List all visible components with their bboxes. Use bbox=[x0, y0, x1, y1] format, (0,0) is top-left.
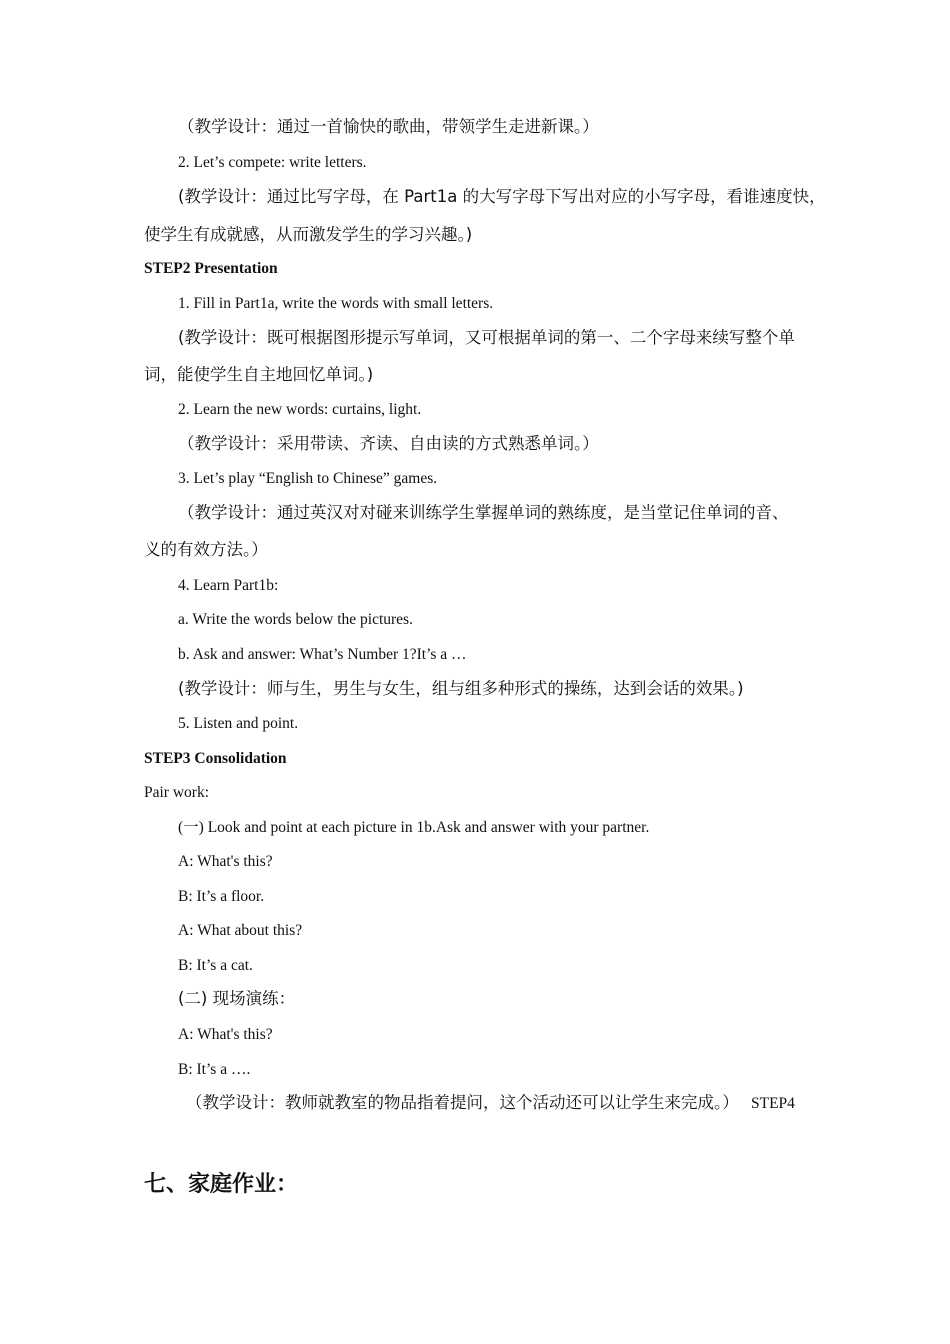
step-item-fill-in: 1. Fill in Part1a, write the words with small letters. bbox=[178, 295, 494, 312]
pair-work-part1: (一) Look and point at each picture in 1b.Ask and answer with your partner. bbox=[178, 819, 650, 836]
step4-label: STEP4 bbox=[751, 1095, 795, 1112]
design-note-game-line1: （教学设计：通过英汉对对碰来训练学生掌握单词的熟练度，是当堂记住单词的音、 bbox=[178, 503, 789, 522]
step2-heading: STEP2 Presentation bbox=[144, 260, 278, 277]
step-item-listen: 5. Listen and point. bbox=[178, 715, 299, 732]
design-note-song: （教学设计：通过一首愉快的歌曲，带领学生走进新课。） bbox=[178, 117, 599, 136]
design-note-practice: (教学设计：师与生，男生与女生，组与组多种形式的操练，达到会话的效果。) bbox=[178, 679, 744, 698]
design-note-reading: （教学设计：采用带读、齐读、自由读的方式熟悉单词。） bbox=[178, 434, 599, 453]
section-heading-homework: 七、家庭作业： bbox=[144, 1172, 299, 1197]
dialogue-line: A: What's this? bbox=[178, 1026, 273, 1043]
design-note-words-line1: (教学设计：既可根据图形提示写单词，又可根据单词的第一、二个字母来续写整个单 bbox=[178, 328, 795, 347]
step-item-part1b: 4. Learn Part1b: bbox=[178, 577, 279, 594]
design-note-game-line2: 义的有效方法。） bbox=[144, 540, 268, 559]
design-note-letters-line2: 使学生有成就感，从而激发学生的学习兴趣。) bbox=[144, 225, 473, 244]
pair-work-label: Pair work: bbox=[144, 784, 210, 801]
design-note-classroom: （教学设计：教师就教室的物品指着提问，这个活动还可以让学生来完成。） bbox=[186, 1093, 739, 1112]
design-note-words-line2: 词，能使学生自主地回忆单词。) bbox=[144, 365, 374, 384]
pair-work-part2: (二) 现场演练： bbox=[178, 989, 296, 1008]
dialogue-line: B: It’s a cat. bbox=[178, 957, 253, 974]
dialogue-line: B: It’s a floor. bbox=[178, 888, 265, 905]
design-note-letters-line1: (教学设计：通过比写字母，在 Part1a 的大写字母下写出对应的小写字母，看谁速度快， bbox=[178, 187, 826, 206]
step3-heading: STEP3 Consolidation bbox=[144, 750, 287, 767]
dialogue-line: A: What about this? bbox=[178, 922, 303, 939]
step-subitem-write: a. Write the words below the pictures. bbox=[178, 611, 413, 628]
step-item-compete: 2. Let’s compete: write letters. bbox=[178, 154, 367, 171]
dialogue-line: B: It’s a …. bbox=[178, 1061, 251, 1078]
step-subitem-ask: b. Ask and answer: What’s Number 1?It’s a … bbox=[178, 646, 467, 663]
step-item-learn-words: 2. Learn the new words: curtains, light. bbox=[178, 401, 422, 418]
step-item-game: 3. Let’s play “English to Chinese” games. bbox=[178, 470, 438, 487]
dialogue-line: A: What's this? bbox=[178, 853, 273, 870]
